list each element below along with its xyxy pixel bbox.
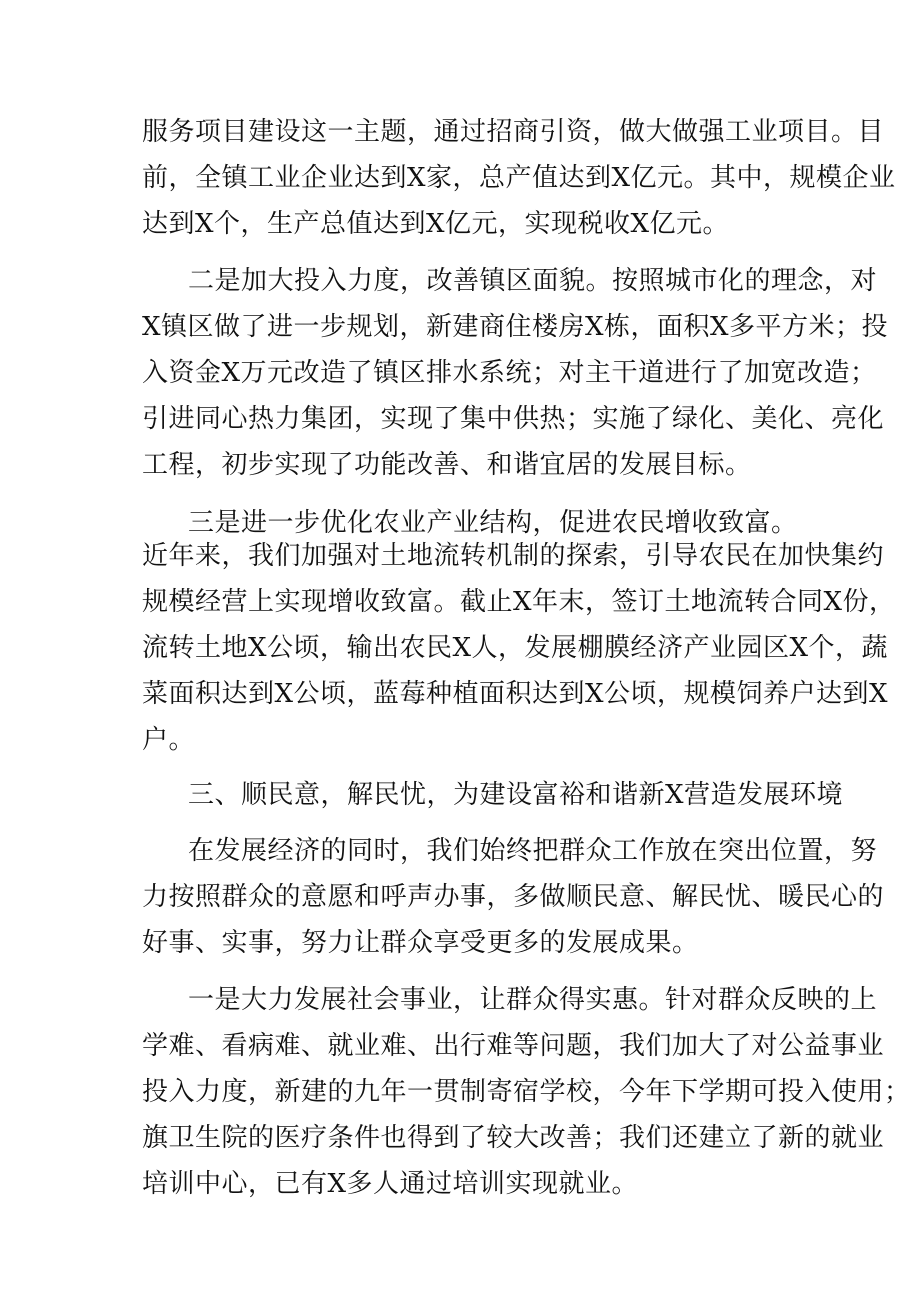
paragraph-3-line-3: 规模经营上实现增收致富。截止X年末，签订土地流转合同X份， (142, 587, 896, 617)
paragraph-5-line-2: 学难、看病难、就业难、出行难等问题，我们加大了对公益事业 (142, 1031, 885, 1061)
paragraph-5-line-3: 投入力度，新建的九年一贯制寄宿学校，今年下学期可投入使用； (142, 1077, 911, 1107)
paragraph-3-line-5: 菜面积达到X公顷，蓝莓种植面积达到X公顷，规模饲养户达到X (142, 679, 889, 709)
paragraph-4-line-1: 在发展经济的同时，我们始终把群众工作放在突出位置，努 (188, 836, 878, 866)
paragraph-5-line-1: 一是大力发展社会事业，让群众得实惠。针对群众反映的上 (188, 985, 878, 1015)
paragraph-3-line-6: 户。 (142, 725, 196, 755)
paragraph-5-line-5: 培训中心，已有X多人通过培训实现就业。 (142, 1169, 639, 1199)
paragraph-2-line-5: 工程，初步实现了功能改善、和谐宜居的发展目标。 (142, 450, 752, 480)
paragraph-3-line-1: 三是进一步优化农业产业结构，促进农民增收致富。 (188, 508, 798, 538)
paragraph-2-line-1: 二是加大投入力度，改善镇区面貌。按照城市化的理念，对 (188, 266, 878, 296)
paragraph-1-line-1: 服务项目建设这一主题，通过招商引资，做大做强工业项目。目 (142, 117, 885, 147)
paragraph-1-line-2: 前，全镇工业企业达到X家，总产值达到X亿元。其中，规模企业 (142, 163, 896, 193)
paragraph-1-line-3: 达到X个，生产总值达到X亿元，实现税收X亿元。 (142, 209, 730, 239)
paragraph-4-line-2: 力按照群众的意愿和呼声办事，多做顺民意、解民忧、暖民心的 (142, 882, 885, 912)
paragraph-3-line-2: 近年来，我们加强对土地流转机制的探索，引导农民在加快集约 (142, 541, 885, 571)
paragraph-2-line-4: 引进同心热力集团，实现了集中供热；实施了绿化、美化、亮化 (142, 404, 885, 434)
paragraph-3-line-4: 流转土地X公顷，输出农民X人，发展棚膜经济产业园区X个，蔬 (142, 633, 889, 663)
paragraph-4-line-3: 好事、实事，努力让群众享受更多的发展成果。 (142, 928, 699, 958)
section-heading: 三、顺民意，解民忧，为建设富裕和谐新X营造发展环境 (188, 780, 844, 810)
paragraph-2-line-2: X镇区做了进一步规划，新建商住楼房X栋，面积X多平方米；投 (142, 312, 889, 342)
paragraph-2-line-3: 入资金X万元改造了镇区排水系统；对主干道进行了加宽改造； (142, 358, 877, 388)
paragraph-5-line-4: 旗卫生院的医疗条件也得到了较大改善；我们还建立了新的就业 (142, 1123, 885, 1153)
